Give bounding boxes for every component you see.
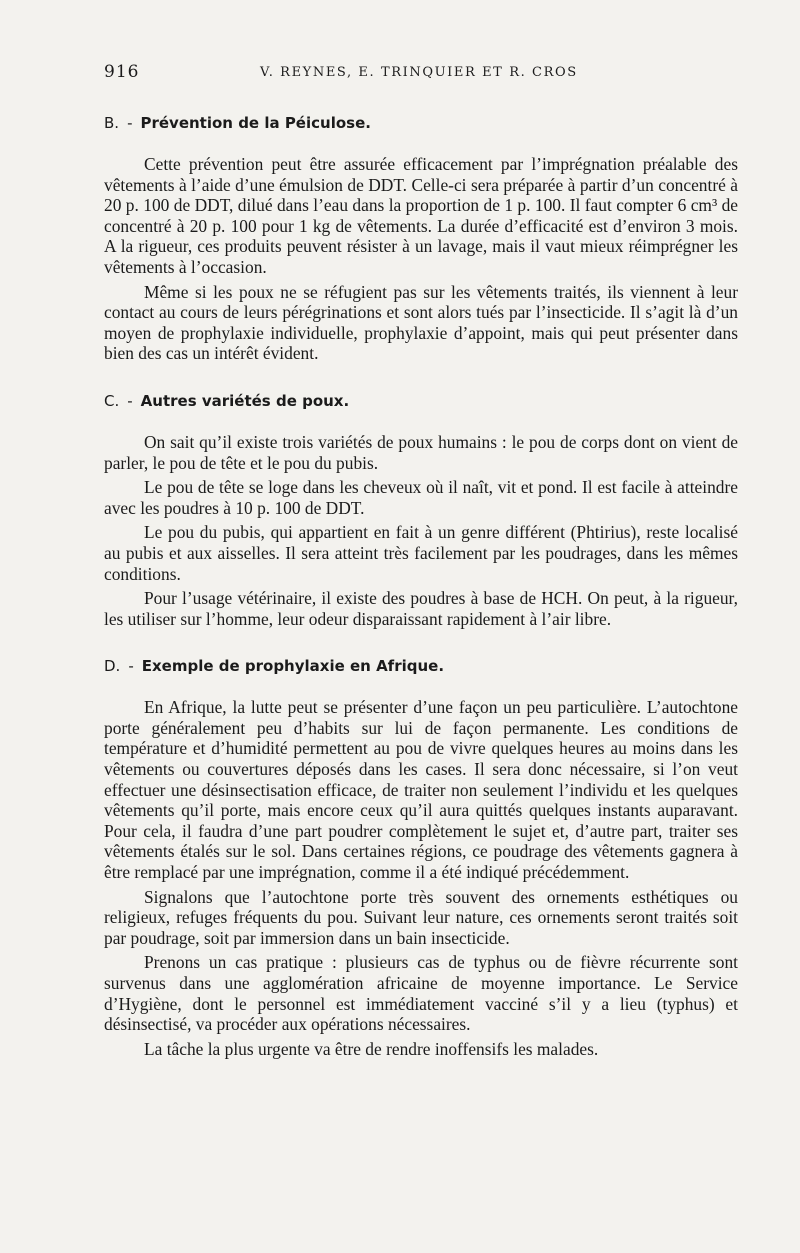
paragraph: Le pou de tête se loge dans les cheveux où il naît, vit et pond. Il est facile à atteindre avec les poudres à 10 p. 100 de DDT. [104, 477, 738, 518]
section-d [104, 655, 738, 1059]
paragraph: Cette prévention peut être assurée efficacement par l’imprégnation préalable des vêtements à l’aide d’une émulsion de DDT. Celle-ci sera préparée à partir d’un concentré à 20 p. 100 de DDT, dilué dans l’eau dans la proportion de 1 p. 100. Il faut compter 6 cm³ de concentré à 20 p. 100 pour 1 kg de vêtements. La durée d’efficacité est d’environ 3 mois. A la rigueur, ces produits peuvent résister à un lavage, mais il vaut mieux réimprégner les vêtements à l’occasion. [104, 154, 738, 277]
section-letter: C. [104, 391, 120, 410]
running-head: V. REYNES, E. TRINQUIER ET R. CROS [260, 65, 578, 80]
paragraph: La tâche la plus urgente va être de rendre inoffensifs les malades. [144, 1038, 599, 1059]
paragraph: Prenons un cas pratique : plusieurs cas de typhus ou de fièvre récurrente sont survenus dans une agglomération africaine de moyenne importance. Le Service d’Hygiène, dont le personnel est immédiatement vacciné s’il y a lieu (typhus) et désinsectisé, va procéder aux opérations nécessaires. [104, 952, 738, 1035]
section-dash: - [127, 391, 133, 410]
paragraph: En Afrique, la lutte peut se présenter d’une façon un peu particulière. L’autochtone porte généralement peu d’habits sur lui de façon permanente. Les conditions de température et d’humidité permettent au pou de vivre quelques heures au moins dans les vêtements ou couvertures déposés dans les cases. Il sera donc nécessaire, si l’on veut effectuer une désinsectisation efficace, de traiter non seulement l’individu et les quelques vêtements qu’il porte, mais encore ceux qu’il aura quittés quelques instants auparavant. Pour cela, il faudra d’une part poudrer complètement le sujet et, d’autre part, traiter ses vêtements étalés sur le sol. Dans certaines régions, ce poudrage des vêtements gagnera à être remplacé par une imprégnation, comme il a été indiqué précédemment. [104, 697, 738, 883]
paragraph: Signalons que l’autochtone porte très souvent des ornements esthétiques ou religieux, refuges fréquents du pou. Suivant leur nature, ces ornements seront traités soit par poudrage, soit par immersion dans un bain insecticide. [104, 886, 738, 948]
paragraph: Même si les poux ne se réfugient pas sur les vêtements traités, ils viennent à leur contact au cours de leurs pérégrinations et sont alors tués par l’insecticide. Il s’agit là d’un moyen de prophylaxie individuelle, prophylaxie d’appoint, mais qui peut présenter dans bien des cas un intérêt évident. [104, 281, 738, 364]
section-title-text: Prévention de la Péiculose. [140, 114, 371, 132]
section-title-text: Exemple de prophylaxie en Afrique. [141, 657, 445, 676]
section-heading [104, 655, 738, 677]
section-b [104, 112, 738, 364]
section-c [104, 390, 738, 629]
section-dash: - [128, 657, 134, 676]
page-body [104, 112, 738, 1059]
section-dash: - [127, 114, 133, 132]
paragraph: Pour l’usage vétérinaire, il existe des poudres à base de HCH. On peut, à la rigueur, les utiliser sur l’homme, leur odeur disparaissant rapidement à l’air libre. [104, 588, 738, 629]
section-title-text: Autres variétés de poux. [140, 391, 350, 410]
page-number: 916 [104, 62, 140, 82]
paragraph: Le pou du pubis, qui appartient en fait à un genre différent (Phtirius), reste localisé au pubis et aux aisselles. Il sera atteint très facilement par les poudrages, dans les mêmes conditions. [104, 522, 738, 584]
section-letter: B. [104, 114, 120, 132]
section-heading [104, 390, 738, 412]
paragraph: On sait qu’il existe trois variétés de poux humains : le pou de corps dont on vient de parler, le pou de tête et le pou du pubis. [104, 431, 738, 473]
page-header [104, 62, 736, 86]
section-heading [104, 112, 738, 134]
section-letter: D. [104, 657, 121, 676]
